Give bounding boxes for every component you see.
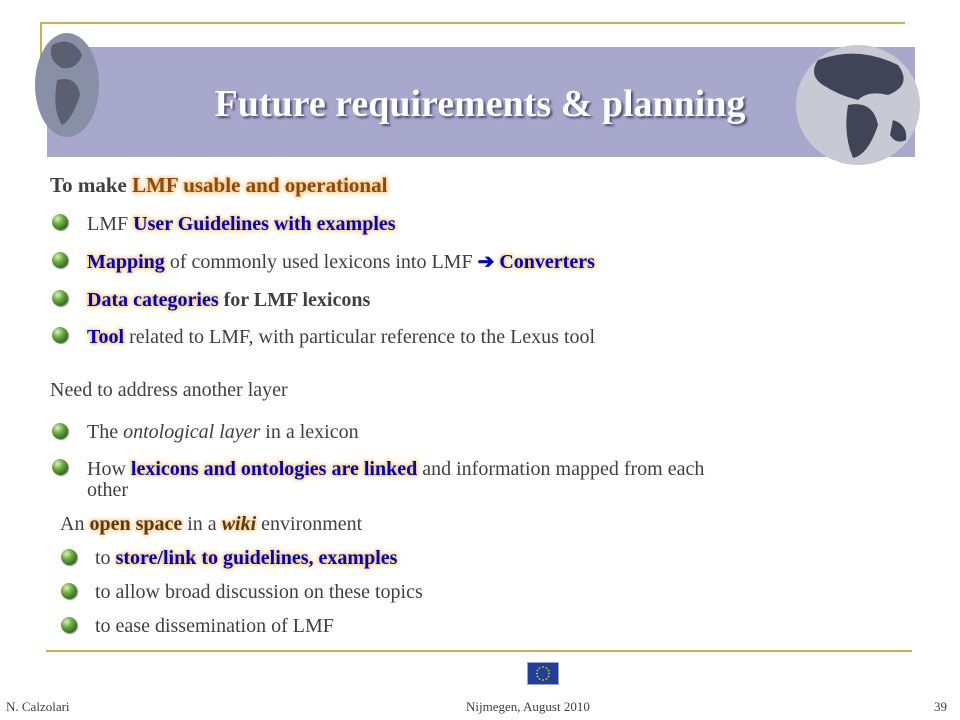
top-frame-rule [40, 22, 905, 24]
item-text: for LMF lexicons [218, 289, 371, 311]
slide-title: Future requirements & planning [214, 83, 746, 125]
bullet-icon [52, 459, 68, 475]
item-highlight: wiki [221, 513, 257, 535]
footer-event: Nijmegen, August 2010 [466, 699, 590, 714]
item-text: in a [182, 513, 222, 535]
item-text: The [87, 421, 124, 443]
list-item [87, 456, 704, 482]
list-item [87, 211, 396, 237]
item-text: LMF [87, 213, 134, 235]
item-text: and information mapped from each [417, 458, 705, 480]
item-text: environment [256, 513, 363, 535]
item-highlight: Tool [87, 326, 125, 348]
section3-heading [60, 511, 362, 537]
bullet-icon [52, 252, 68, 268]
item-highlight: Data categories [87, 289, 219, 311]
bullet-icon [61, 583, 77, 599]
bullet-icon [52, 423, 68, 439]
item-text: related to LMF, with particular reference to the Lexus tool [124, 326, 596, 348]
item-highlight: Converters [494, 251, 595, 273]
item-text: of commonly used lexicons into LMF [164, 251, 478, 273]
list-item: to ease dissemination of LMF [95, 615, 334, 637]
list-item-continuation: other [87, 479, 129, 501]
bullet-icon [61, 549, 77, 565]
item-text: in a lexicon [260, 421, 359, 443]
bullet-icon [52, 290, 68, 306]
eu-flag-icon [527, 662, 559, 685]
item-highlight: store/link to guidelines, examples [115, 547, 398, 569]
item-text: to [95, 547, 116, 569]
bullet-icon [61, 617, 77, 633]
item-highlight: User Guidelines with examples [133, 213, 396, 235]
item-italic: ontological layer [123, 421, 261, 443]
list-item [87, 419, 359, 445]
item-text: How [87, 458, 131, 480]
item-highlight: Mapping [87, 251, 165, 273]
section1-intro: To make [50, 173, 133, 197]
list-item [95, 545, 397, 571]
list-item [87, 249, 595, 275]
arrow-right-icon: ➔ [477, 251, 495, 273]
item-text: An [60, 513, 90, 535]
item-highlight: lexicons and ontologies are linked [130, 458, 418, 480]
section1-heading [50, 172, 387, 198]
item-highlight: open space [89, 513, 183, 535]
bullet-icon [52, 327, 68, 343]
list-item [87, 324, 595, 350]
footer-author: N. Calzolari [6, 699, 70, 714]
footer-page-number: 39 [934, 699, 947, 714]
list-item: to allow broad discussion on these topics [95, 581, 423, 603]
section2-heading: Need to address another layer [50, 379, 288, 401]
list-item [87, 287, 370, 313]
bottom-rule [46, 650, 912, 652]
bullet-icon [52, 214, 68, 230]
section1-intro-highlight: LMF usable and operational [132, 173, 388, 197]
